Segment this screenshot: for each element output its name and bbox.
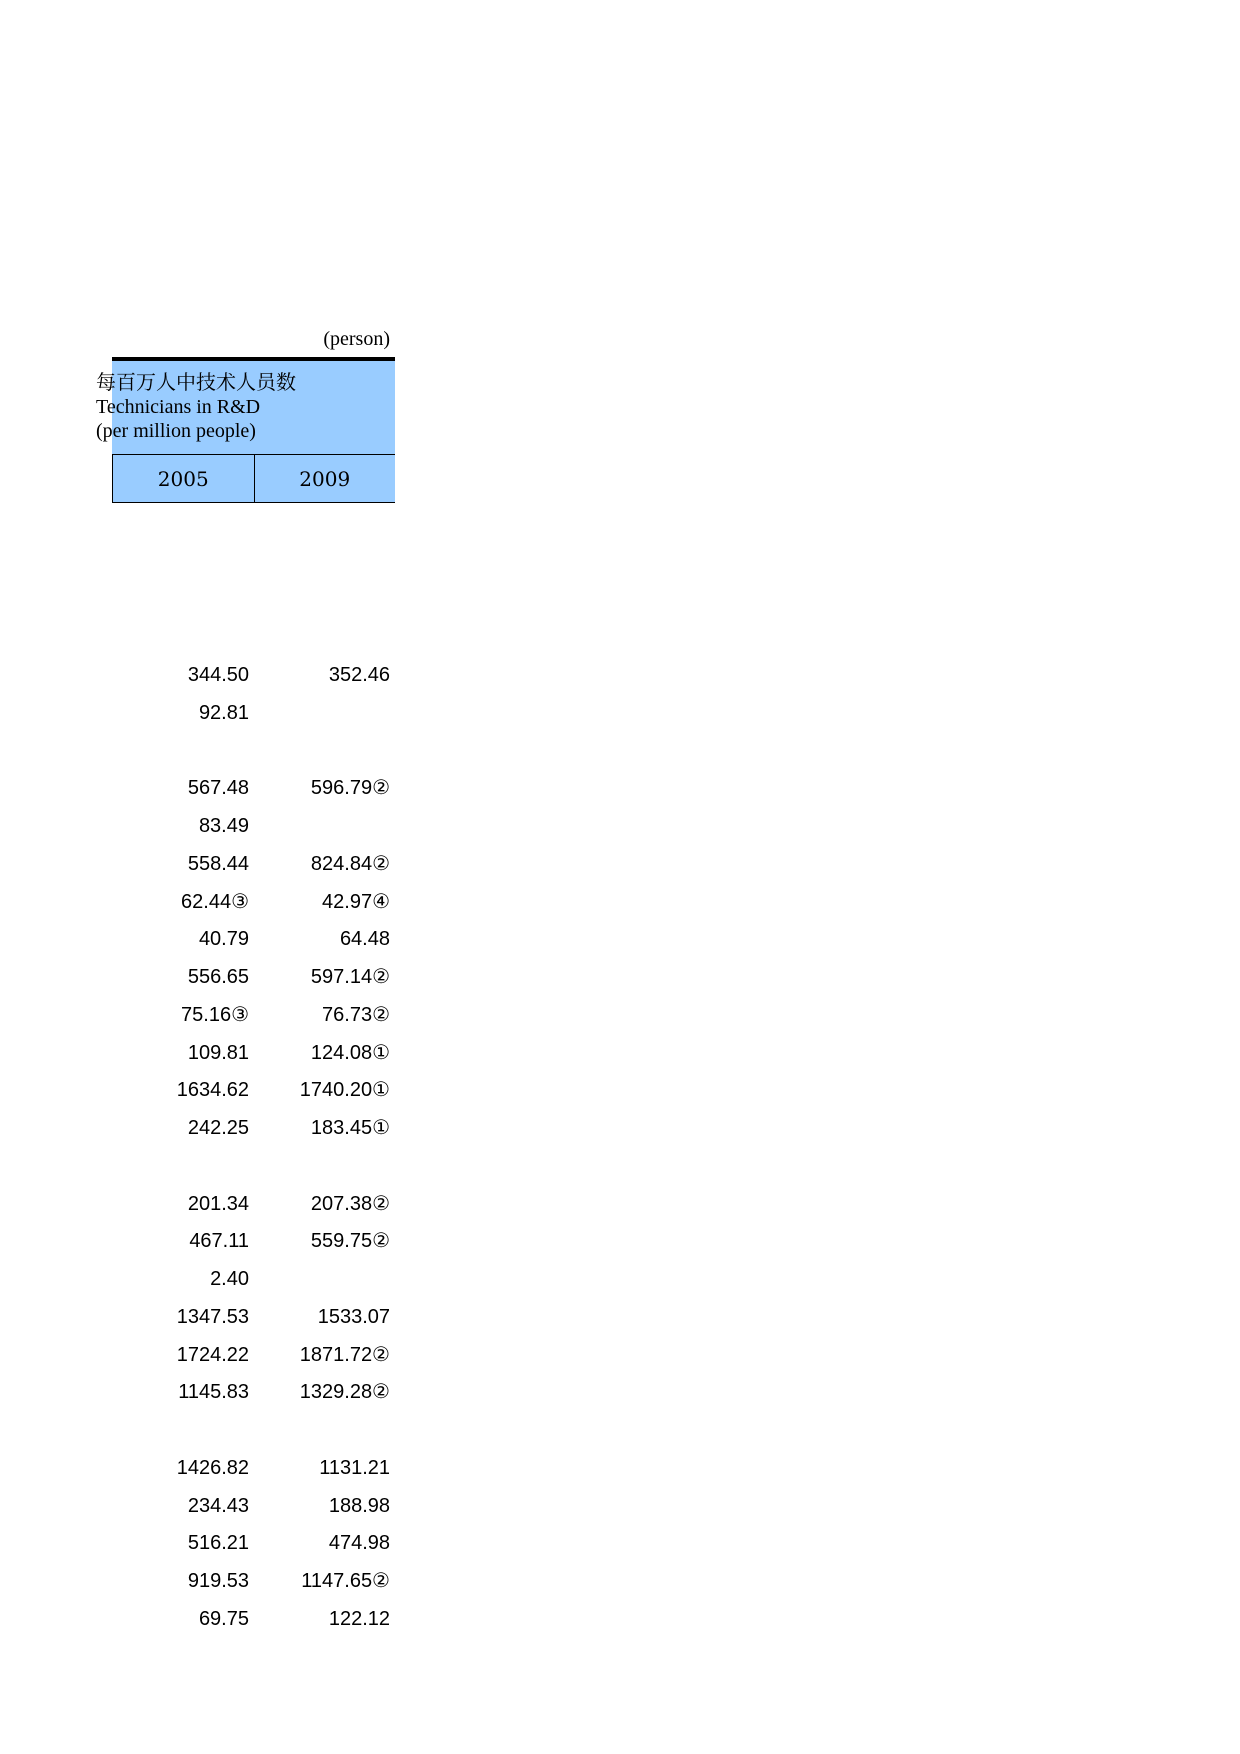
- column-header-text: [96, 371, 416, 443]
- value-2005: 83.49: [198, 815, 249, 837]
- value-2005: 1426.82: [176, 1456, 249, 1479]
- value-2009: 597.14②: [310, 966, 390, 988]
- table-row: [112, 695, 395, 733]
- value-2009: 352.46: [328, 664, 390, 686]
- value-2005: 344.50: [187, 664, 249, 686]
- table-row: [112, 1223, 395, 1261]
- value-2005: 467.11: [189, 1230, 249, 1253]
- unit-label: (person): [323, 328, 390, 350]
- table-row: [112, 1186, 395, 1224]
- column-header: [96, 361, 395, 455]
- table-row: [112, 1488, 395, 1526]
- data-rows: [112, 657, 395, 1639]
- header-line-english: Technicians in R&D: [96, 396, 261, 418]
- value-2005: 556.65: [187, 966, 249, 988]
- value-2005: [112, 1148, 253, 1186]
- value-2009: 1147.65②: [301, 1570, 390, 1592]
- value-2009: [253, 1148, 394, 1186]
- value-2009: [253, 808, 394, 846]
- table-row: [112, 959, 395, 997]
- table-row: [112, 1525, 395, 1563]
- table-row: [112, 808, 395, 846]
- value-2005: 1724.22: [176, 1343, 249, 1366]
- value-2005: [112, 733, 253, 771]
- value-2005: 62.44③: [181, 890, 249, 913]
- table-row: [112, 846, 395, 884]
- table-row: [112, 1450, 395, 1488]
- year-2009-header: 2009: [254, 455, 396, 502]
- value-2005: [112, 1412, 253, 1450]
- value-2009: 1533.07: [317, 1305, 390, 1328]
- table-row: [112, 921, 395, 959]
- value-2005: 242.25: [187, 1117, 249, 1139]
- table-row: [112, 997, 395, 1035]
- table-row: [112, 1601, 395, 1639]
- value-2009: 64.48: [339, 928, 390, 951]
- value-2009: 1740.20①: [299, 1079, 390, 1102]
- value-2009: 207.38②: [310, 1192, 390, 1215]
- table-row: [112, 884, 395, 922]
- value-2005: 1145.83: [178, 1381, 249, 1404]
- table-row: [112, 1337, 395, 1375]
- table-row: [112, 1148, 395, 1186]
- table-row: [112, 657, 395, 695]
- value-2005: 109.81: [187, 1041, 249, 1064]
- value-2009: 42.97④: [322, 890, 390, 913]
- table-row: [112, 1110, 395, 1148]
- value-2005: 1347.53: [176, 1305, 249, 1328]
- value-2009: [253, 1412, 394, 1450]
- value-2005: 516.21: [187, 1532, 249, 1555]
- value-2005: 919.53: [187, 1570, 249, 1592]
- value-2005: 75.16③: [181, 1003, 249, 1026]
- value-2009: 124.08①: [310, 1041, 390, 1064]
- value-2005: 40.79: [198, 928, 249, 951]
- value-2005: 1634.62: [176, 1079, 249, 1102]
- value-2009: 122.12: [328, 1607, 390, 1630]
- table-row: [112, 733, 395, 771]
- value-2009: 1871.72②: [299, 1343, 390, 1366]
- value-2005: 201.34: [187, 1192, 249, 1215]
- value-2009: [253, 695, 394, 733]
- value-2009: 474.98: [328, 1532, 390, 1555]
- value-2009: 1329.28②: [299, 1381, 390, 1404]
- value-2005: 567.48: [187, 777, 249, 800]
- value-2009: 559.75②: [310, 1230, 390, 1253]
- value-2005: 2.40: [210, 1268, 249, 1290]
- value-2005: 234.43: [187, 1494, 249, 1517]
- table-row: [112, 770, 395, 808]
- year-header-row: [112, 455, 395, 503]
- value-2005: 92.81: [198, 701, 249, 724]
- value-2009: 76.73②: [322, 1003, 390, 1026]
- value-2009: 596.79②: [310, 777, 390, 800]
- table-row: [112, 1035, 395, 1073]
- table-row: [112, 1563, 395, 1601]
- table-row: [112, 1299, 395, 1337]
- header-line-unit: (per million people): [96, 420, 256, 442]
- table-row: [112, 1261, 395, 1299]
- table-row: [112, 1374, 395, 1412]
- value-2005: 558.44: [187, 852, 249, 875]
- value-2009: 824.84②: [310, 852, 390, 875]
- value-2009: [253, 1261, 394, 1299]
- table-row: [112, 1412, 395, 1450]
- value-2009: [253, 733, 394, 771]
- table-row: [112, 1072, 395, 1110]
- year-2005-header: 2005: [157, 467, 209, 491]
- value-2009: 183.45①: [310, 1117, 390, 1139]
- header-line-chinese: 每百万人中技术人员数: [96, 372, 296, 394]
- value-2009: 1131.21: [319, 1456, 390, 1479]
- value-2009: 188.98: [328, 1494, 390, 1517]
- value-2005: 69.75: [198, 1607, 249, 1630]
